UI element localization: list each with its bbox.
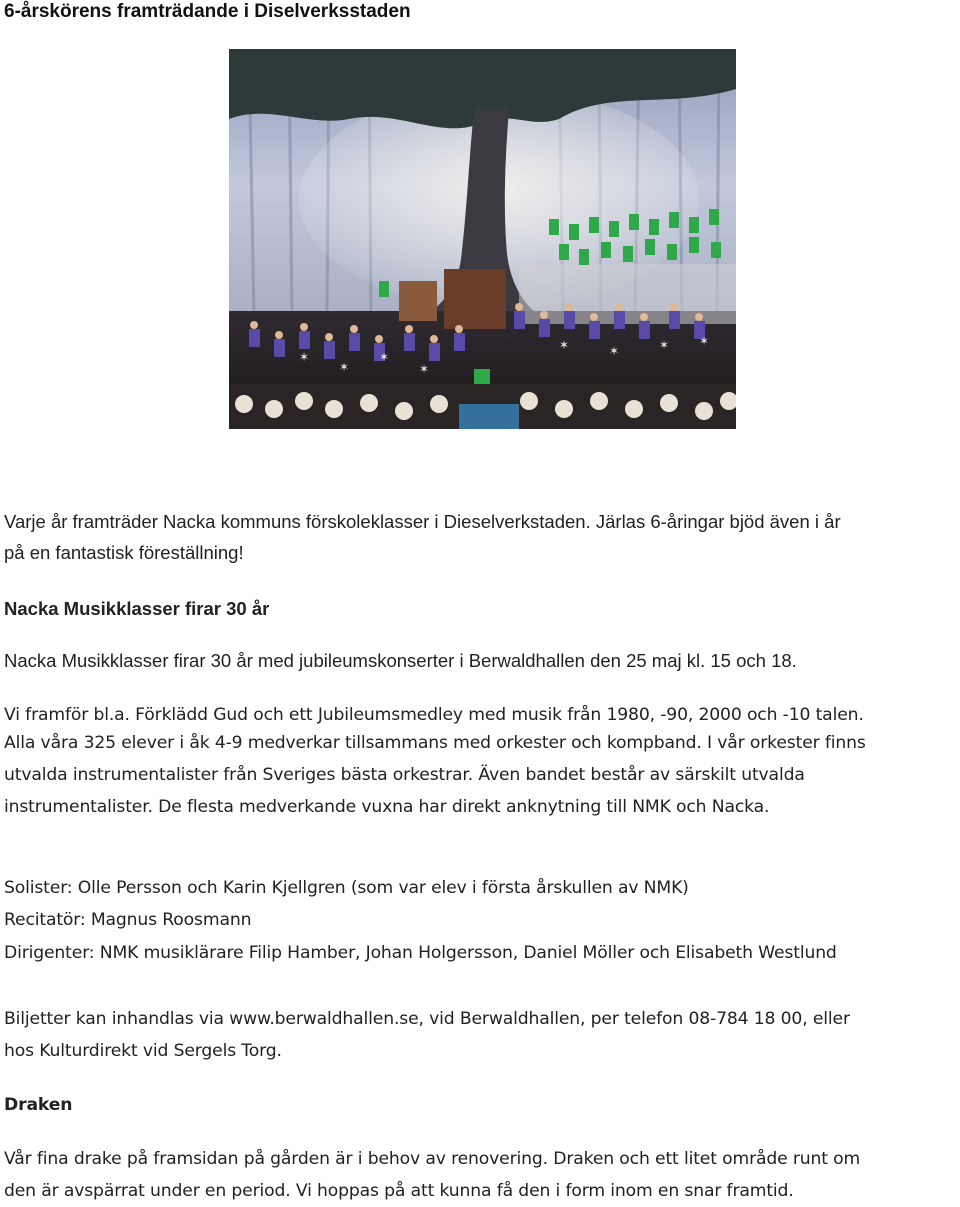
- draken-line-1: Vår fina drake på framsidan på gården är i behov av renovering. Draken och ett litet område runt om: [4, 1149, 861, 1169]
- intro-line-1: Varje år framträder Nacka kommuns förskoleklasser i Dieselverkstaden. Järlas 6-åringar bjöd även i år: [4, 511, 841, 532]
- biljetter-line-2: hos Kulturdirekt vid Sergels Torg.: [4, 1041, 282, 1061]
- musik-para-line-2: utvalda instrumentalister från Sveriges bästa orkestrar. Även bandet består av särskilt utvalda: [4, 765, 805, 785]
- page-title: 6-årskörens framträdande i Diselverksstaden: [4, 1, 411, 22]
- svg-text:✶: ✶: [609, 344, 620, 358]
- draken-heading: Draken: [4, 1095, 73, 1115]
- svg-text:✶: ✶: [559, 338, 570, 352]
- biljetter-line-1: Biljetter kan inhandlas via www.berwaldhallen.se, vid Berwaldhallen, per telefon 08-784 18 00, eller: [4, 1009, 850, 1029]
- svg-text:✶: ✶: [379, 350, 390, 364]
- svg-text:✶: ✶: [659, 338, 670, 352]
- svg-text:✶: ✶: [299, 350, 310, 364]
- stage-performance-photo: [229, 49, 736, 429]
- intro-line-2: på en fantastisk föreställning!: [4, 542, 244, 563]
- musik-heading: Nacka Musikklasser firar 30 år: [4, 598, 270, 619]
- musik-para-line-1: Alla våra 325 elever i åk 4-9 medverkar tillsammans med orkester och kompband. I vår orkester finns: [4, 733, 866, 753]
- musik-para-line-3: instrumentalister. De flesta medverkande vuxna har direkt anknytning till NMK och Nacka.: [4, 797, 770, 817]
- recitator-line: Recitatör: Magnus Roosmann: [4, 910, 252, 930]
- musik-line-1: Nacka Musikklasser firar 30 år med jubileumskonserter i Berwaldhallen den 25 maj kl. 15 och 18.: [4, 650, 797, 671]
- svg-text:✶: ✶: [419, 362, 430, 376]
- solister-line: Solister: Olle Persson och Karin Kjellgren (som var elev i första årskullen av NMK): [4, 878, 689, 898]
- dirigenter-line: Dirigenter: NMK musiklärare Filip Hamber, Johan Holgersson, Daniel Möller och Elisabeth Westlund: [4, 943, 837, 963]
- musik-line-2: Vi framför bl.a. Förklädd Gud och ett Jubileumsmedley med musik från 1980, -90, 2000 och -10 talen.: [4, 705, 864, 725]
- draken-line-2: den är avspärrat under en period. Vi hoppas på att kunna få den i form inom en snar framtid.: [4, 1181, 794, 1201]
- svg-text:✶: ✶: [339, 360, 350, 374]
- svg-text:✶: ✶: [699, 334, 710, 348]
